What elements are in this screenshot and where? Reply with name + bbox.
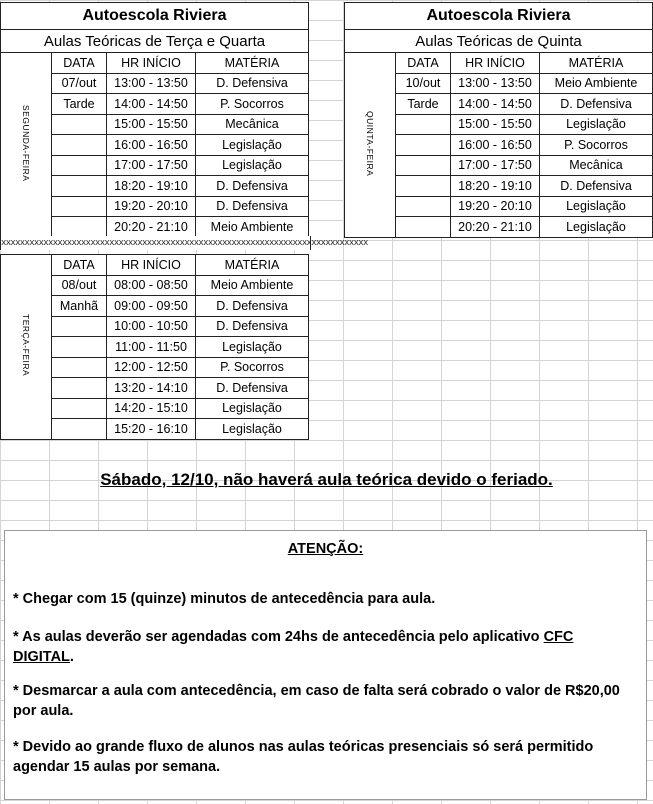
header-hr-inicio: HR INÍCIO [451,53,540,74]
subject-cell: D. Defensiva [540,176,653,197]
time-cell: 13:20 - 14:10 [107,378,196,399]
date-cell [52,357,107,378]
subject-cell: Legislação [196,419,309,440]
subject-cell: D. Defensiva [196,296,309,317]
time-cell: 13:00 - 13:50 [107,73,196,94]
time-cell: 19:20 - 20:10 [107,196,196,217]
time-cell: 10:00 - 10:50 [107,316,196,337]
school-title-right: Autoescola Riviera [345,3,653,30]
date-cell [52,196,107,217]
subject-cell: D. Defensiva [196,176,309,197]
thursday-day-cell [345,53,396,238]
saturday-notice: Sábado, 12/10, não haverá aula teórica devido o feriado. [100,470,553,489]
date-cell: 10/out [396,73,451,94]
subject-cell: Meio Ambiente [196,217,309,238]
header-materia: MATÉRIA [196,255,309,276]
time-cell: 20:20 - 21:10 [107,217,196,238]
tuesday-day-cell [1,255,52,440]
date-cell [52,398,107,419]
attention-item-limit: * Devido ao grande fluxo de alunos nas aulas teóricas presenciais só será permitido agendar 15 aulas por semana. [13,739,594,775]
time-cell: 15:00 - 15:50 [107,114,196,135]
date-cell [52,155,107,176]
attention-item-scheduling-end: . [69,649,74,665]
time-cell: 11:00 - 11:50 [107,337,196,358]
date-cell [52,176,107,197]
tuesday-schedule-panel [0,254,309,440]
subject-cell: D. Defensiva [196,316,309,337]
header-hr-inicio: HR INÍCIO [107,53,196,74]
time-cell: 13:00 - 13:50 [451,73,540,94]
time-cell: 15:20 - 16:10 [107,419,196,440]
date-cell: Tarde [52,94,107,115]
time-cell: 16:00 - 16:50 [451,135,540,156]
tuesday-day-label: TERÇA-FEIRA [21,314,31,377]
thursday-day-label: QUINTA-FEIRA [365,110,375,176]
date-cell: 08/out [52,275,107,296]
date-cell [396,114,451,135]
attention-item-scheduling [13,627,638,667]
header-data: DATA [396,53,451,74]
subject-cell: Legislação [540,114,653,135]
separator-x-line: xxxxxxxxxxxxxxxxxxxxxxxxxxxxxxxxxxxxxxxxxxxxxxxxxxxxxxxxxxxxxxxxxxxxxxxxxxxxxx [1,238,368,248]
date-cell [52,419,107,440]
thursday-table [344,2,653,238]
date-cell: 07/out [52,73,107,94]
time-cell: 17:00 - 17:50 [451,155,540,176]
time-cell: 15:00 - 15:50 [451,114,540,135]
subject-cell: D. Defensiva [540,94,653,115]
header-data: DATA [52,255,107,276]
time-cell: 18:20 - 19:10 [451,176,540,197]
right-subtitle: Aulas Teóricas de Quinta [345,30,653,53]
subject-cell: Meio Ambiente [196,275,309,296]
date-cell [396,176,451,197]
date-cell [396,155,451,176]
header-materia: MATÉRIA [196,53,309,74]
time-cell: 18:20 - 19:10 [107,176,196,197]
subject-cell: Meio Ambiente [540,73,653,94]
date-cell: Manhã [52,296,107,317]
subject-cell: Mecânica [540,155,653,176]
subject-cell: Legislação [196,398,309,419]
date-cell [396,196,451,217]
attention-item-arrival: * Chegar com 15 (quinze) minutos de antecedência para aula. [13,591,436,607]
time-cell: 09:00 - 09:50 [107,296,196,317]
time-cell: 12:00 - 12:50 [107,357,196,378]
subject-cell: Legislação [196,135,309,156]
date-cell [52,337,107,358]
tuesday-table [0,254,309,440]
header-materia: MATÉRIA [540,53,653,74]
attention-item-scheduling-text: * As aulas deverão ser agendadas com 24hs de antecedência pelo aplicativo [13,629,544,645]
subject-cell: Legislação [540,196,653,217]
time-cell: 17:00 - 17:50 [107,155,196,176]
right-schedule-panel [344,2,653,238]
date-cell [396,135,451,156]
subject-cell: Legislação [196,337,309,358]
time-cell: 16:00 - 16:50 [107,135,196,156]
subject-cell: P. Socorros [540,135,653,156]
header-hr-inicio: HR INÍCIO [107,255,196,276]
subject-cell: Legislação [540,217,653,238]
date-cell [52,316,107,337]
left-subtitle: Aulas Teóricas de Terça e Quarta [1,30,309,53]
subject-cell: Legislação [196,155,309,176]
time-cell: 14:20 - 15:10 [107,398,196,419]
subject-cell: P. Socorros [196,357,309,378]
time-cell: 14:00 - 14:50 [107,94,196,115]
date-cell: Tarde [396,94,451,115]
header-data: DATA [52,53,107,74]
subject-cell: P. Socorros [196,94,309,115]
subject-cell: D. Defensiva [196,73,309,94]
attention-item-cancel: * Desmarcar a aula com antecedência, em caso de falta será cobrado o valor de R$20,00 por aula. [13,683,620,719]
subject-cell: D. Defensiva [196,196,309,217]
time-cell: 08:00 - 08:50 [107,275,196,296]
date-cell [396,217,451,238]
subject-cell: D. Defensiva [196,378,309,399]
attention-box [4,530,647,800]
school-title: Autoescola Riviera [1,3,309,30]
monday-day-cell [1,53,52,238]
time-cell: 20:20 - 21:10 [451,217,540,238]
attention-title: ATENÇÃO: [287,541,364,557]
date-cell [52,217,107,238]
date-cell [52,135,107,156]
left-schedule-panel [0,2,309,238]
time-cell: 14:00 - 14:50 [451,94,540,115]
monday-table [0,2,309,238]
subject-cell: Mecânica [196,114,309,135]
date-cell [52,114,107,135]
date-cell [52,378,107,399]
monday-day-label: SEGUNDA-FEIRA [21,105,31,182]
time-cell: 19:20 - 20:10 [451,196,540,217]
cfc-digital-link[interactable]: CFC DIGITAL [13,629,574,665]
